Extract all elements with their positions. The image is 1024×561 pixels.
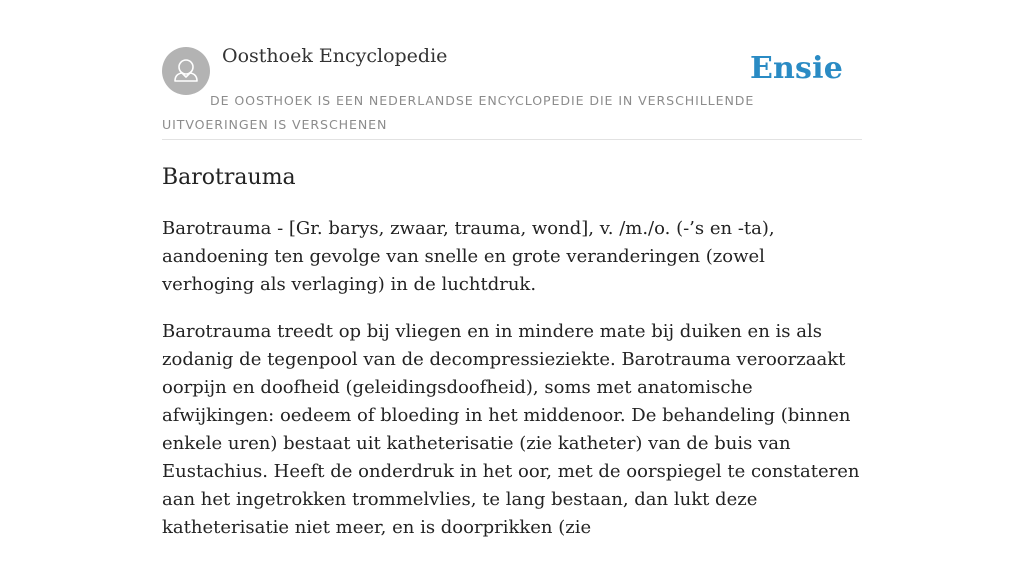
user-silhouette-icon bbox=[162, 47, 210, 95]
article-title: Barotrauma bbox=[162, 165, 296, 190]
article-paragraph: Barotrauma treedt op bij vliegen en in mindere mate bij duiken en is als zodanig de tegenpool van de decompressieziekte. Barotrauma veroorzaakt oorpijn en doofheid (geleidingsdoofheid), soms met anatomische afwijkingen: oedeem of bloeding in het middenoor. De behandeling (binnen enkele uren) bestaat uit katheterisatie (zie katheter) van de buis van Eustachius. Heeft de onderdruk in het oor, met de oorspiegel te constateren aan het ingetrokken trommelvlies, te lang bestaan, dan lukt deze katheterisatie niet meer, en is doorprikken (zie bbox=[162, 321, 860, 538]
article-paragraph: Barotrauma - [Gr. barys, zwaar, trauma, wond], v. /m./o. (-’s en -ta), aandoening ten gevolge van snelle en grote veranderingen (zowel verhoging als verlaging) in de luchtdruk. bbox=[162, 218, 775, 295]
source-tagline: DE OOSTHOEK IS EEN NEDERLANDSE ENCYCLOPEDIE DIE IN VERSCHILLENDE UITVOERINGEN IS VERSCHENEN bbox=[162, 93, 755, 132]
brand-logo[interactable]: Ensie bbox=[749, 51, 843, 86]
source-name-link[interactable]: Oosthoek Encyclopedie bbox=[222, 45, 448, 67]
avatar[interactable] bbox=[162, 47, 210, 95]
source-header bbox=[162, 0, 862, 140]
article bbox=[162, 160, 862, 561]
